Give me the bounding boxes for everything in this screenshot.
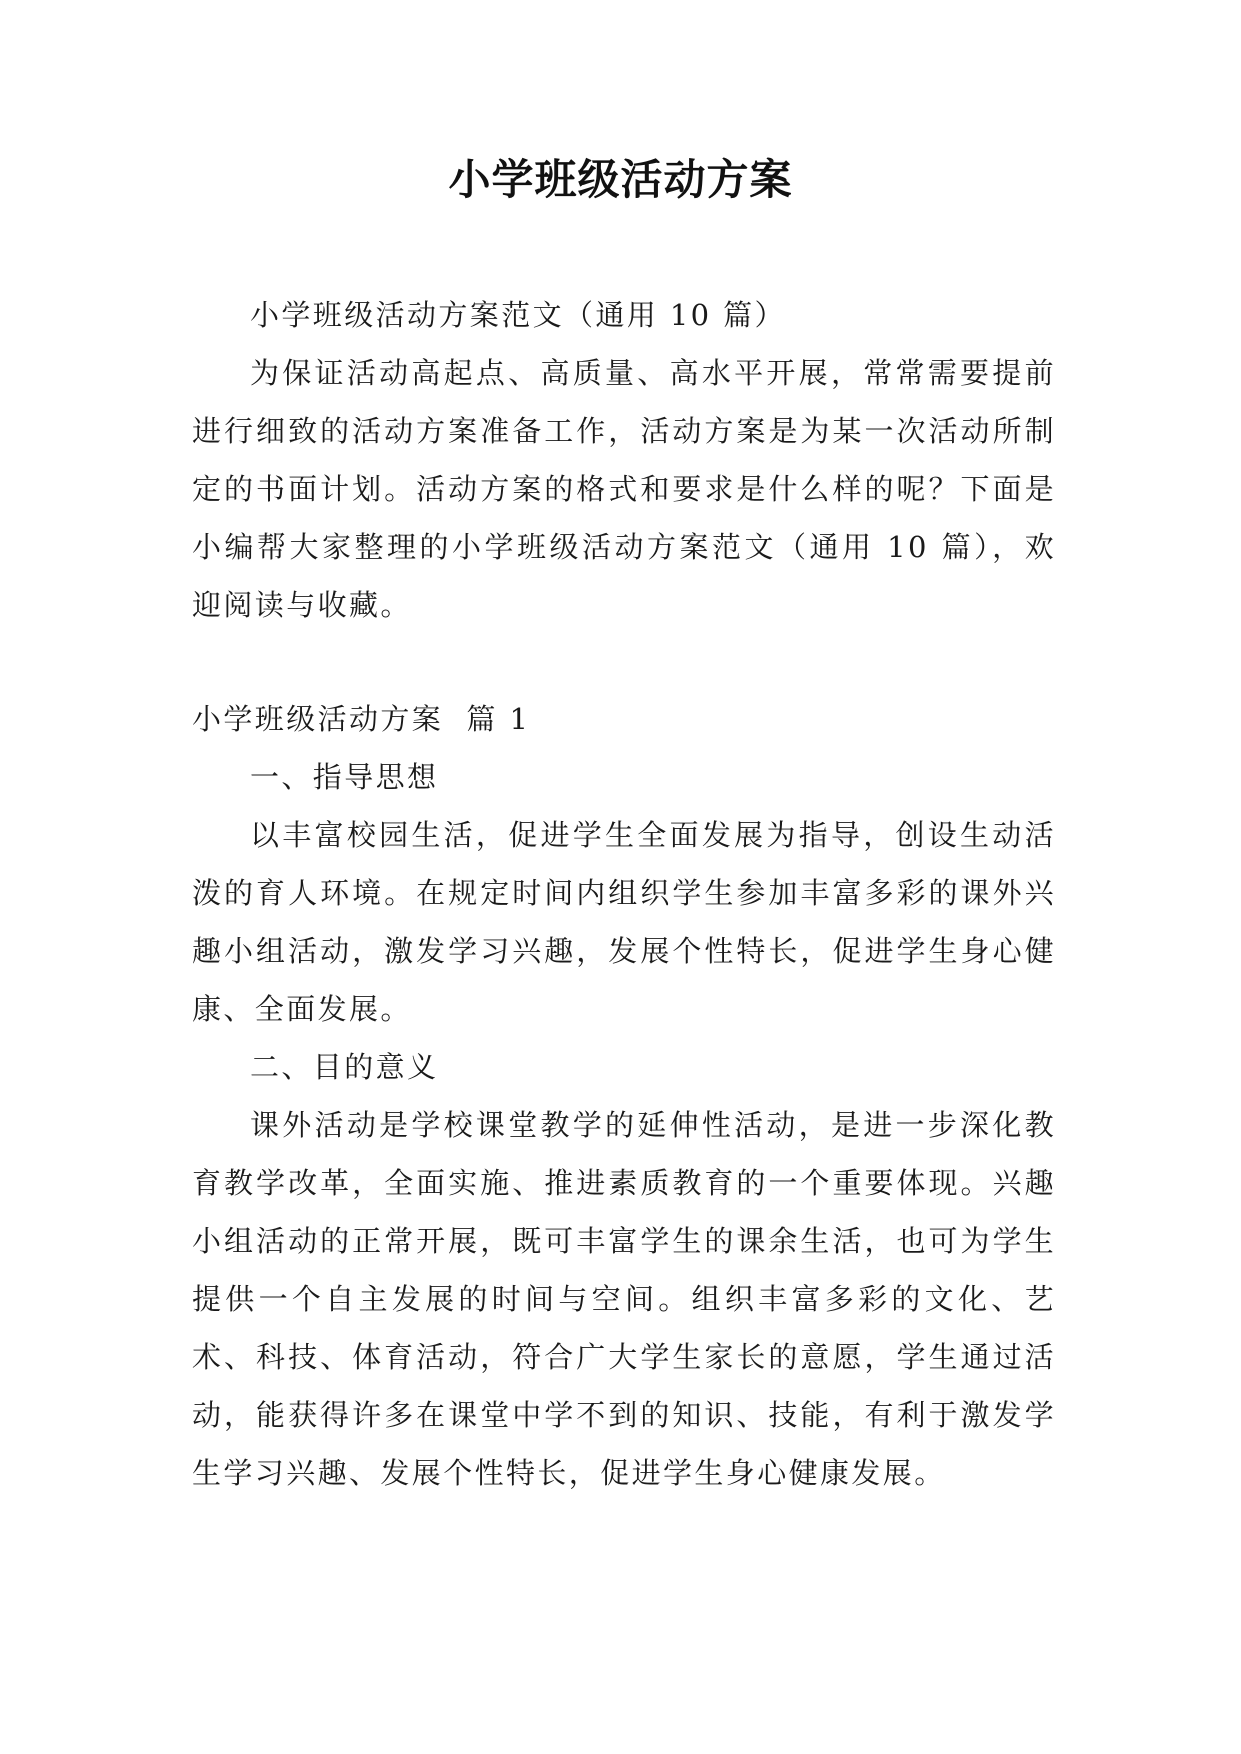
document-subtitle: 小学班级活动方案范文（通用 10 篇） <box>250 298 786 332</box>
part1-paragraph: 以丰富校园生活，促进学生全面发展为指导，创设生动活泼的育人环境。在规定时间内组织学生参加丰富多彩的课外兴趣小组活动，激发学习兴趣，发展个性特长，促进学生身心健康、全面发展。 <box>192 818 1056 1026</box>
section-title: 小学班级活动方案 篇 1 <box>192 702 531 736</box>
part2-heading: 二、目的意义 <box>250 1050 439 1084</box>
part2-paragraph: 课外活动是学校课堂教学的延伸性活动，是进一步深化教育教学改革，全面实施、推进素质教育的一个重要体现。兴趣小组活动的正常开展，既可丰富学生的课余生活，也可为学生提供一个自主发展的时间与空间。组织丰富多彩的文化、艺术、科技、体育活动，符合广大学生家长的意愿，学生通过活动，能获得许多在课堂中学不到的知识、技能，有利于激发学生学习兴趣、发展个性特长，促进学生身心健康发展。 <box>192 1108 1056 1490</box>
intro-paragraph: 为保证活动高起点、高质量、高水平开展，常常需要提前进行细致的活动方案准备工作，活动方案是为某一次活动所制定的书面计划。活动方案的格式和要求是什么样的呢？下面是小编帮大家整理的小学班级活动方案范文（通用 10 篇），欢迎阅读与收藏。 <box>192 356 1056 622</box>
document-title: 小学班级活动方案 <box>448 155 793 204</box>
part1-heading: 一、指导思想 <box>250 760 439 794</box>
section-spacer <box>192 634 1056 690</box>
document-body <box>192 286 1056 1502</box>
